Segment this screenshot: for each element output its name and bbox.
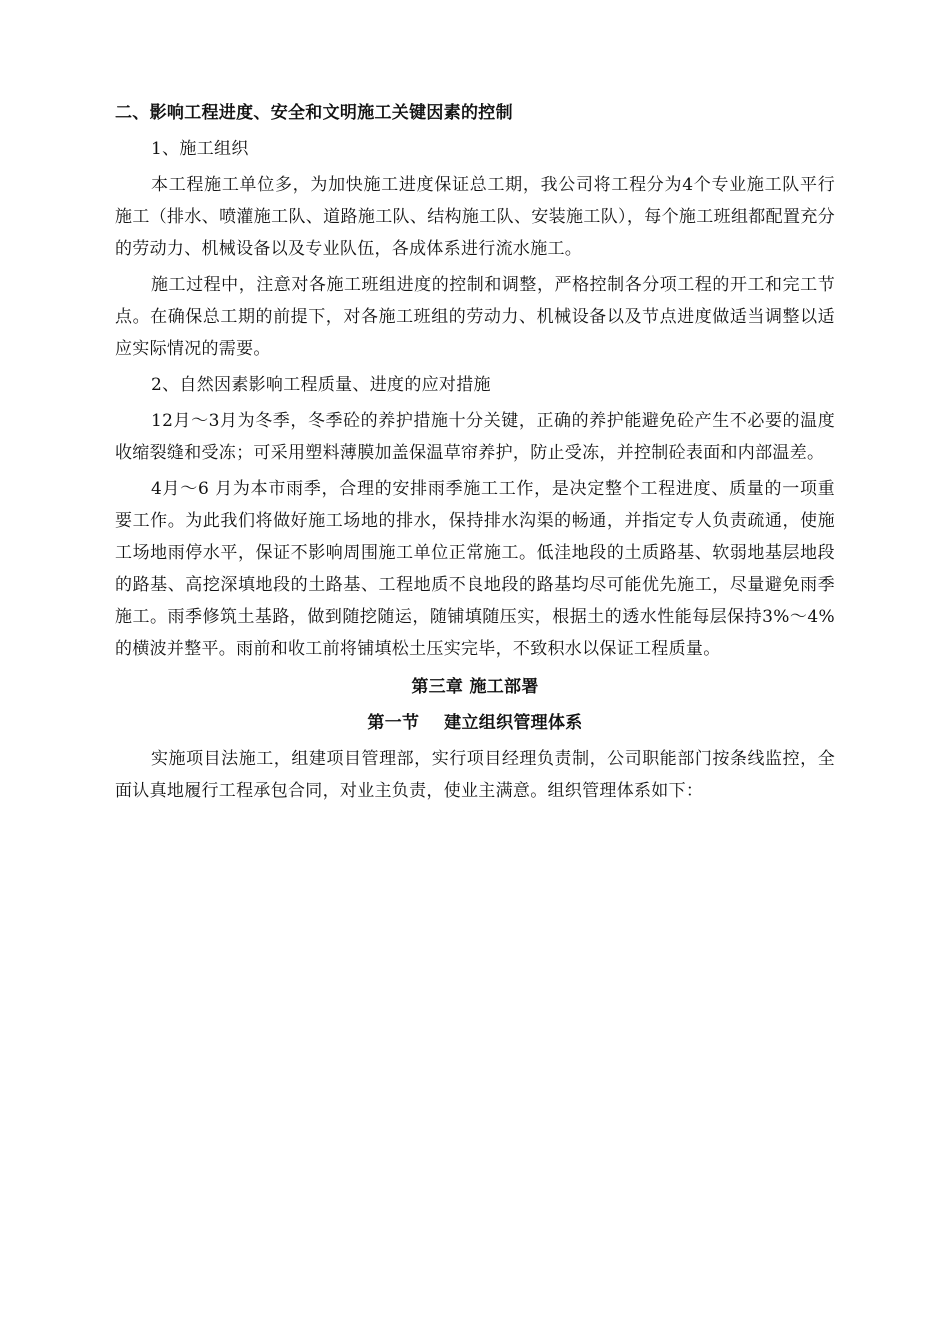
chapter-title: 第三章 施工部署	[411, 677, 539, 697]
subheading-natural-factors: 2、自然因素影响工程质量、进度的应对措施	[151, 375, 491, 395]
section-heading: 二、影响工程进度、安全和文明施工关键因素的控制	[115, 103, 513, 123]
paragraph-progress-control: 施工过程中，注意对各施工班组进度的控制和调整，严格控制各分项工程的开工和完工节点。在确保总工期的前提下，对各施工班组的劳动力、机械设备以及节点进度做适当调整以适应实际情况的需要。	[115, 275, 835, 359]
paragraph-management-system: 实施项目法施工，组建项目管理部，实行项目经理负责制，公司职能部门按条线监控，全面认真地履行工程承包合同，对业主负责，使业主满意。组织管理体系如下：	[115, 749, 835, 801]
paragraph-construction-teams: 本工程施工单位多，为加快施工进度保证总工期，我公司将工程分为4个专业施工队平行施工（排水、喷灌施工队、道路施工队、结构施工队、安装施工队），每个施工班组都配置充分的劳动力、机械设备以及专业队伍，各成体系进行流水施工。	[115, 175, 835, 259]
paragraph-rainy-season-measures: 4月～6 月为本市雨季，合理的安排雨季施工工作，是决定整个工程进度、质量的一项重要工作。为此我们将做好施工场地的排水，保持排水沟渠的畅通，并指定专人负责疏通，使施工场地雨停水平，保证不影响周围施工单位正常施工。低洼地段的土质路基、软弱地基层地段的路基、高挖深填地段的土路基、工程地质不良地段的路基均尽可能优先施工，尽量避免雨季施工。雨季修筑土基路，做到随挖随运，随铺填随压实，根据土的透水性能每层保持3%～4%的横波并整平。雨前和收工前将铺填松土压实完毕，不致积水以保证工程质量。	[115, 479, 835, 659]
paragraph-winter-measures: 12月～3月为冬季，冬季砼的养护措施十分关键，正确的养护能避免砼产生不必要的温度收缩裂缝和受冻；可采用塑料薄膜加盖保温草帘养护，防止受冻，并控制砼表面和内部温差。	[115, 411, 835, 463]
section-title: 第一节 建立组织管理体系	[367, 713, 583, 733]
subheading-construction-organization: 1、施工组织	[151, 139, 249, 159]
